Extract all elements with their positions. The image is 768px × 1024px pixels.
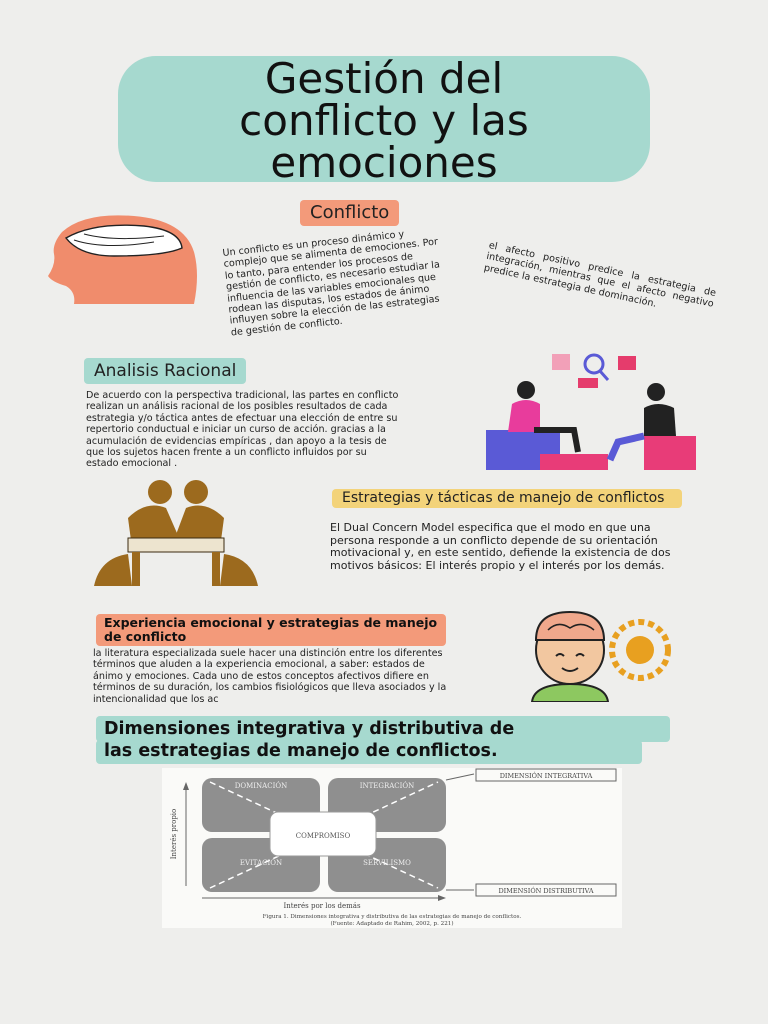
conflicto-side-text: el afecto positivo predice la estrategia de integración, mientras que el afecto negativo predice la estrategia de dominación. <box>482 240 717 311</box>
brain-head-illustration <box>512 606 684 702</box>
people-illustration <box>478 352 704 472</box>
strategy-figure-svg <box>162 768 622 928</box>
experiencia-text: la literatura especializada suele hacer una distinción entre los diferentes términos que aluden a la experiencia emocional, a saber: estados de ánimo y emociones. Cada uno de estos conceptos afectivos difiere en términos de su duración, los cambios fisiológicos que lleva asociados y la intencionalidad que los ac <box>93 648 447 705</box>
label-dim-integrativa: DIMENSIÓN INTEGRATIVA <box>499 772 593 780</box>
conflicto-text: Un conflicto es un proceso dinámico y complejo que se alimenta de emociones. Por lo tanto, para entender los procesos de gestión de conflicto, es necesario estudiar la influencia de las variables emocionales que rodean las disputas, los estados de ánimo influyen sobre la elección de las estrategias de gestión de conflicto. <box>222 228 441 339</box>
label-compromiso: COMPROMISO <box>295 832 351 840</box>
estrategias-heading: Estrategias y tácticas de manejo de conflictos <box>332 489 682 508</box>
dimensiones-heading: Dimensiones integrativa y distributiva de las estrategias de manejo de conflictos. <box>104 719 515 761</box>
analisis-text: De acuerdo con la perspectiva tradicional, las partes en conflicto realizan un análisis racional de los posibles resultados de cada estrategia y/o táctica antes de efectuar una elección de entre su repertorio conductual e iniciar un curso de acción. gracias a la acumulación de evidencias empíricas , dan apoyo a la tesis de que los sujetos hacen frente a un conflicto influidos por su estado emocional . <box>86 390 399 470</box>
label-y-axis: Interés propio <box>170 808 178 860</box>
label-servilismo: SERVILISMO <box>363 859 411 867</box>
label-integracion: INTEGRACIÓN <box>359 782 415 790</box>
label-evitacion: EVITACIÓN <box>239 859 283 867</box>
head-illustration <box>44 212 200 306</box>
analisis-heading: Analisis Racional <box>84 358 246 384</box>
label-dim-distributiva: DIMENSIÓN DISTRIBUTIVA <box>498 887 594 895</box>
estrategias-text: El Dual Concern Model especifica que el modo en que una persona responde a un conflicto depende de su orientación motivacional y, en este sentido, defiende la existencia de dos motivos básicos: El interés propio y el interés por los demás. <box>330 521 671 572</box>
experiencia-heading: Experiencia emocional y estrategias de manejo de conflicto <box>96 614 446 646</box>
label-dominacion: DOMINACIÓN <box>234 782 288 790</box>
figure-caption-1: Figura 1. Dimensiones integrativa y distributiva de las estrategias de manejo de conflictos. <box>262 914 522 920</box>
page-title: Gestión del conflicto y las emociones <box>239 54 529 187</box>
negotiators-illustration <box>92 478 260 590</box>
strategy-figure <box>162 768 622 928</box>
conflicto-heading: Conflicto <box>300 200 399 226</box>
label-x-axis: Interés por los demás <box>283 902 361 910</box>
figure-caption-2: (Fuente: Adaptado de Rahim, 2002, p. 221) <box>330 921 454 927</box>
